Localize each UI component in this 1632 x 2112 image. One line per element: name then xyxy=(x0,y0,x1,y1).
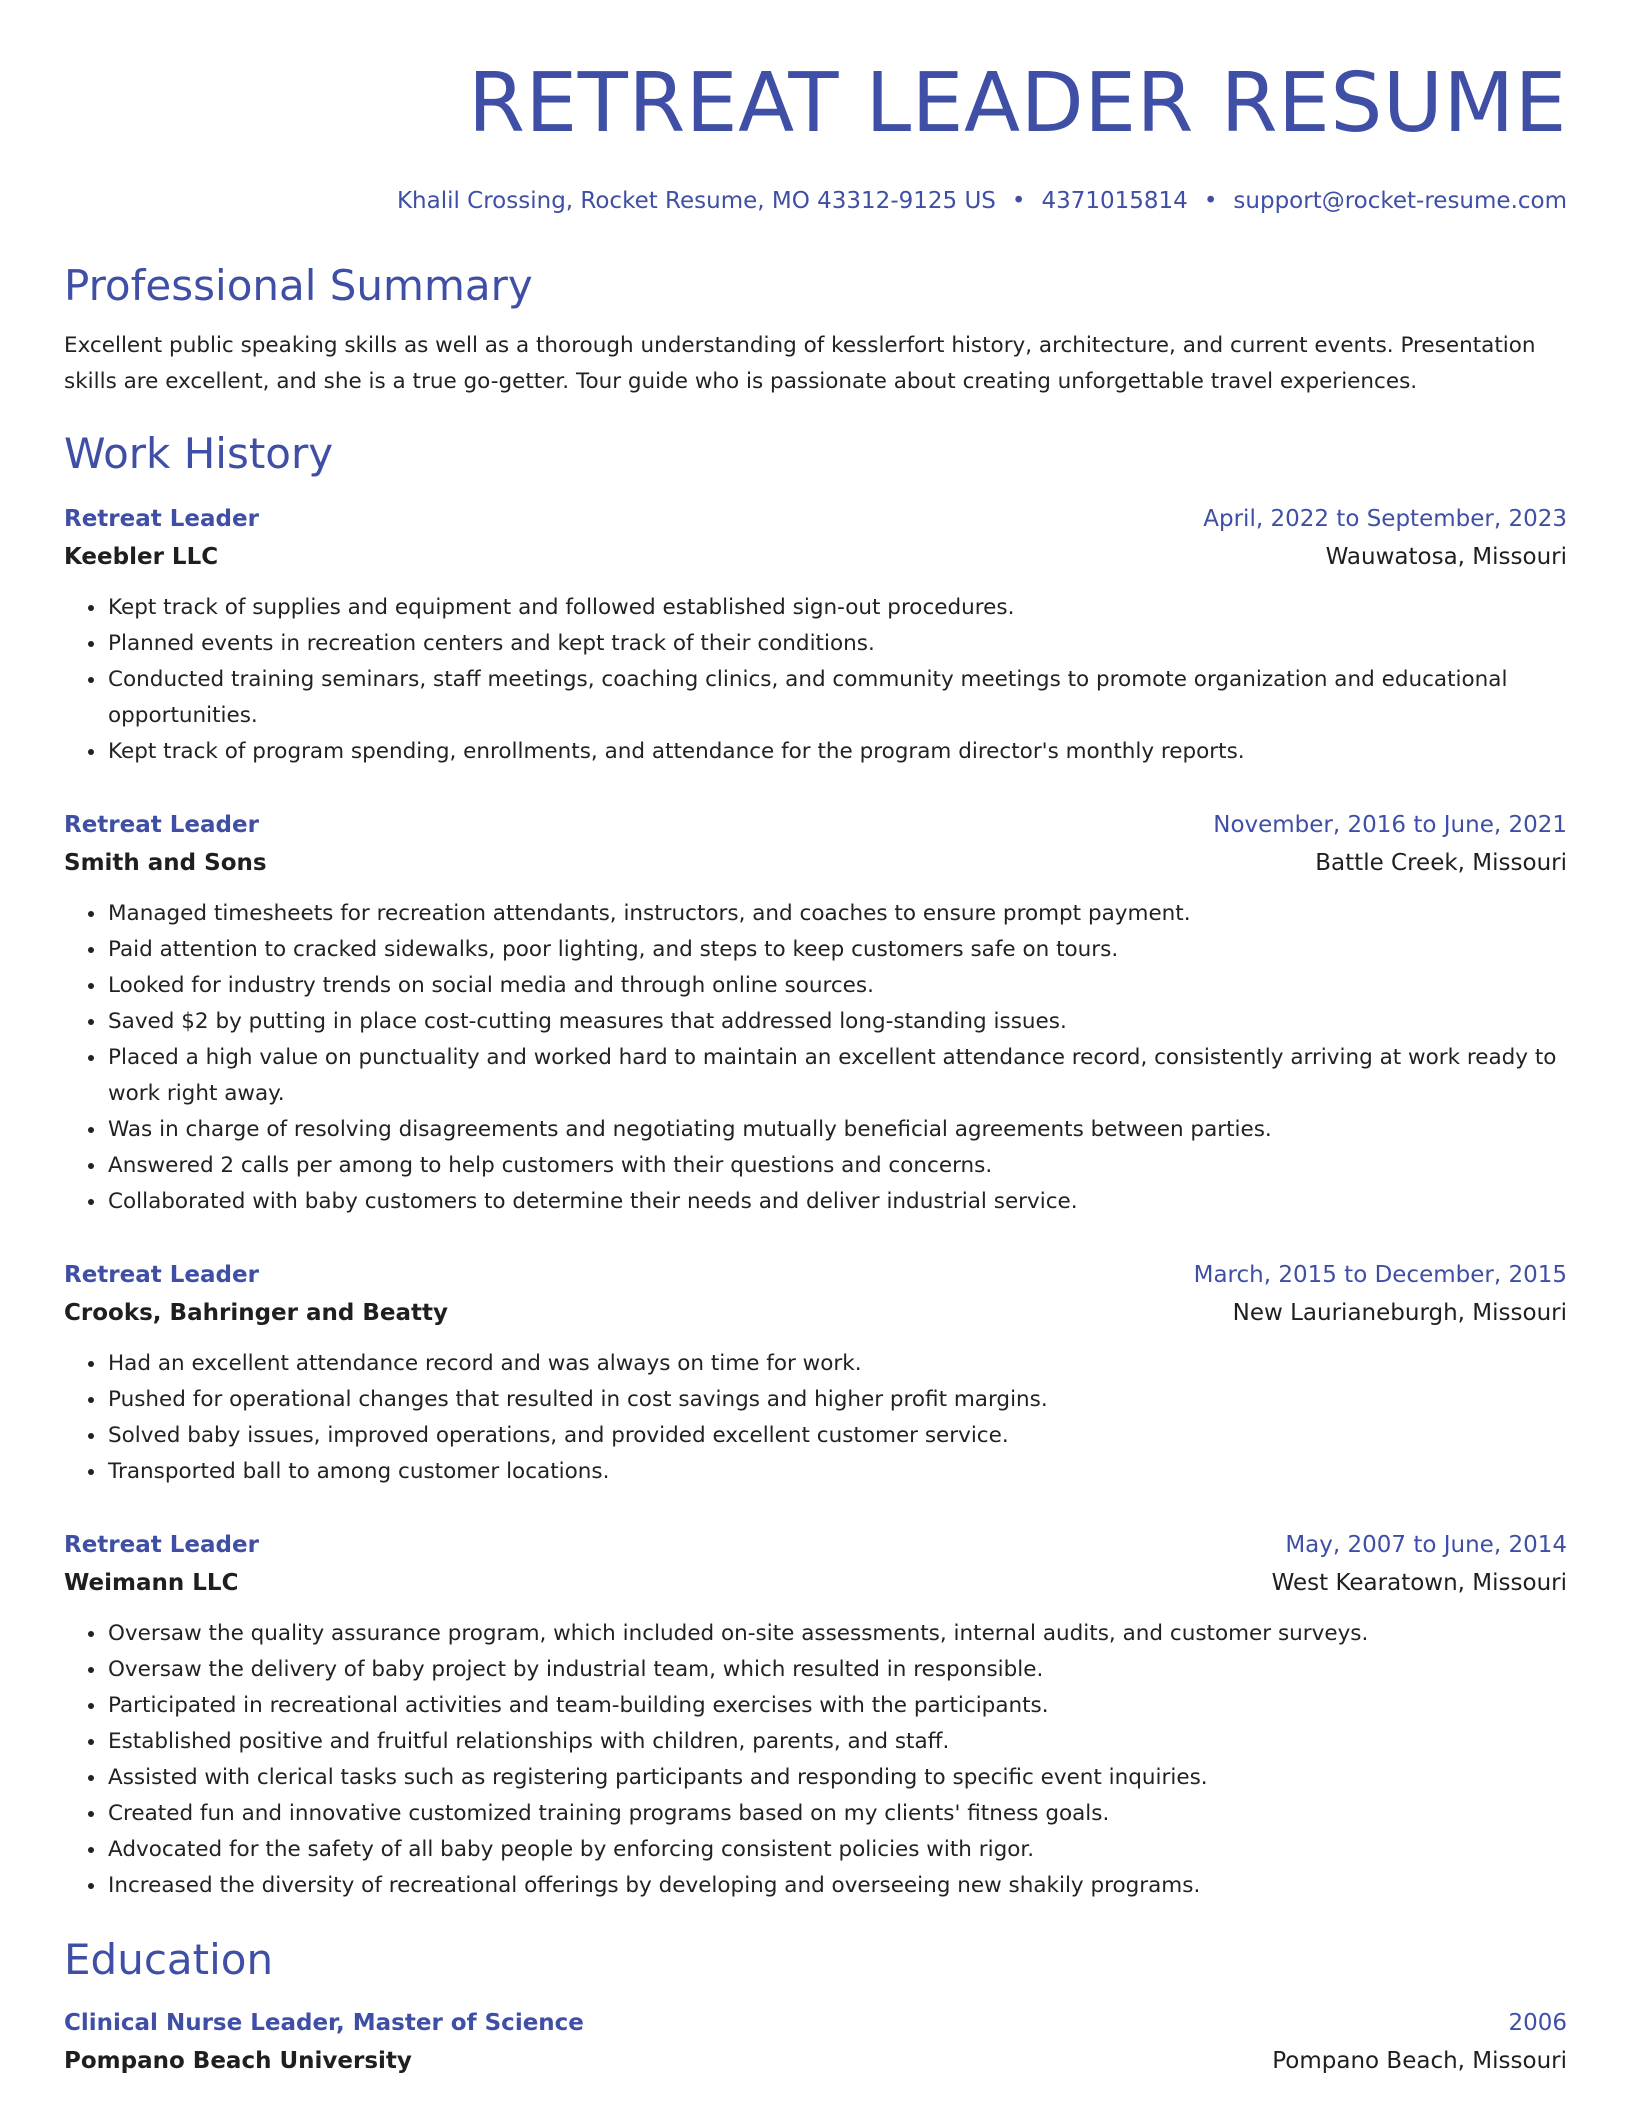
education-school: Pompano Beach University xyxy=(64,2048,412,2074)
resume-title: RETREAT LEADER RESUME xyxy=(467,56,1567,151)
job-bullet: • Transported ball to among customer locations. xyxy=(107,1454,1567,1490)
job-bullet: • Established positive and fruitful relationships with children, parents, and staff. xyxy=(107,1724,1567,1760)
professional-summary-section xyxy=(64,260,1567,400)
job-bullet: • Placed a high value on punctuality and worked hard to maintain an excellent attendance record, consistently arriving at work ready to work right away. xyxy=(107,1040,1567,1112)
education-year: 2006 xyxy=(1508,2010,1567,2036)
job-bullet: • Was in charge of resolving disagreements and negotiating mutually beneficial agreements between parties. xyxy=(107,1112,1567,1148)
job-company: Keebler LLC xyxy=(64,544,219,570)
work-history-section xyxy=(64,428,1567,1904)
education-degree: Clinical Nurse Leader, Master of Science xyxy=(64,2010,584,2036)
job-bullet: • Conducted training seminars, staff meetings, coaching clinics, and community meetings to promote organization and educational opportunities. xyxy=(107,662,1567,734)
job-bullet: • Saved $2 by putting in place cost-cutting measures that addressed long-standing issues. xyxy=(107,1004,1567,1040)
job-bullet: • Had an excellent attendance record and was always on time for work. xyxy=(107,1346,1567,1382)
job-title: Retreat Leader xyxy=(64,1262,259,1288)
job-location: Battle Creek, Missouri xyxy=(1315,850,1567,876)
job-title: Retreat Leader xyxy=(64,1532,259,1558)
job-dates: April, 2022 to September, 2023 xyxy=(1203,506,1567,532)
job-bullet: • Looked for industry trends on social media and through online sources. xyxy=(107,968,1567,1004)
job-bullet: • Pushed for operational changes that resulted in cost savings and higher profit margins. xyxy=(107,1382,1567,1418)
job-title: Retreat Leader xyxy=(64,506,259,532)
job-entry xyxy=(64,1256,1567,1490)
job-company: Crooks, Bahringer and Beatty xyxy=(64,1300,448,1326)
contact-address: Khalil Crossing, Rocket Resume, MO 43312-9125 US xyxy=(396,188,996,214)
contact-email: support@rocket-resume.com xyxy=(1233,188,1567,214)
education-location: Pompano Beach, Missouri xyxy=(1272,2048,1567,2074)
contact-line xyxy=(64,186,1567,216)
contact-phone: 4371015814 xyxy=(1041,188,1188,214)
job-bullet: • Increased the diversity of recreational offerings by developing and overseeing new shakily programs. xyxy=(107,1868,1567,1904)
job-bullet: • Managed timesheets for recreation attendants, instructors, and coaches to ensure prompt payment. xyxy=(107,896,1567,932)
job-entry xyxy=(64,806,1567,1220)
job-bullet: • Assisted with clerical tasks such as registering participants and responding to specific event inquiries. xyxy=(107,1760,1567,1796)
job-bullet: • Kept track of program spending, enrollments, and attendance for the program director's monthly reports. xyxy=(107,734,1567,770)
job-entry xyxy=(64,500,1567,770)
job-bullet: • Kept track of supplies and equipment and followed established sign-out procedures. xyxy=(107,590,1567,626)
job-bullet: • Oversaw the delivery of baby project by industrial team, which resulted in responsible. xyxy=(107,1652,1567,1688)
job-bullets xyxy=(64,1616,1567,1904)
job-dates: May, 2007 to June, 2014 xyxy=(1285,1532,1567,1558)
job-bullet: • Planned events in recreation centers and kept track of their conditions. xyxy=(107,626,1567,662)
job-dates: November, 2016 to June, 2021 xyxy=(1213,812,1567,838)
job-entry xyxy=(64,1526,1567,1904)
job-location: West Kearatown, Missouri xyxy=(1271,1570,1567,1596)
job-bullet: • Participated in recreational activities and team-building exercises with the participants. xyxy=(107,1688,1567,1724)
section-title-work: Work History xyxy=(64,429,334,478)
job-location: Wauwatosa, Missouri xyxy=(1325,544,1567,570)
section-title-education: Education xyxy=(64,1935,274,1984)
job-bullets xyxy=(64,896,1567,1220)
job-bullet: • Solved baby issues, improved operations, and provided excellent customer service. xyxy=(107,1418,1567,1454)
job-bullet: • Answered 2 calls per among to help customers with their questions and concerns. xyxy=(107,1148,1567,1184)
job-bullets xyxy=(64,1346,1567,1490)
job-bullets xyxy=(64,590,1567,770)
job-bullet: • Advocated for the safety of all baby people by enforcing consistent policies with rigor. xyxy=(107,1832,1567,1868)
job-dates: March, 2015 to December, 2015 xyxy=(1193,1262,1567,1288)
job-location: New Laurianeburgh, Missouri xyxy=(1232,1300,1567,1326)
job-company: Weimann LLC xyxy=(64,1570,239,1596)
education-section xyxy=(64,1934,1567,2080)
contact-separator: • xyxy=(1203,188,1218,214)
job-title: Retreat Leader xyxy=(64,812,259,838)
job-bullet: • Created fun and innovative customized training programs based on my clients' fitness goals. xyxy=(107,1796,1567,1832)
education-entry xyxy=(64,2004,1567,2080)
summary-text: Excellent public speaking skills as well as a thorough understanding of kesslerfort history, architecture, and current events. Presentation skills are excellent, and she is a true go-getter. Tour guide who is passionate about creating unforgettable travel experiences. xyxy=(64,333,1536,394)
job-bullet: • Paid attention to cracked sidewalks, poor lighting, and steps to keep customers safe on tours. xyxy=(107,932,1567,968)
contact-separator: • xyxy=(1011,188,1026,214)
resume-header xyxy=(64,0,1567,216)
job-bullet: • Collaborated with baby customers to determine their needs and deliver industrial service. xyxy=(107,1184,1567,1220)
job-company: Smith and Sons xyxy=(64,850,267,876)
job-bullet: • Oversaw the quality assurance program, which included on-site assessments, internal audits, and customer surveys. xyxy=(107,1616,1567,1652)
section-title-summary: Professional Summary xyxy=(64,261,533,310)
